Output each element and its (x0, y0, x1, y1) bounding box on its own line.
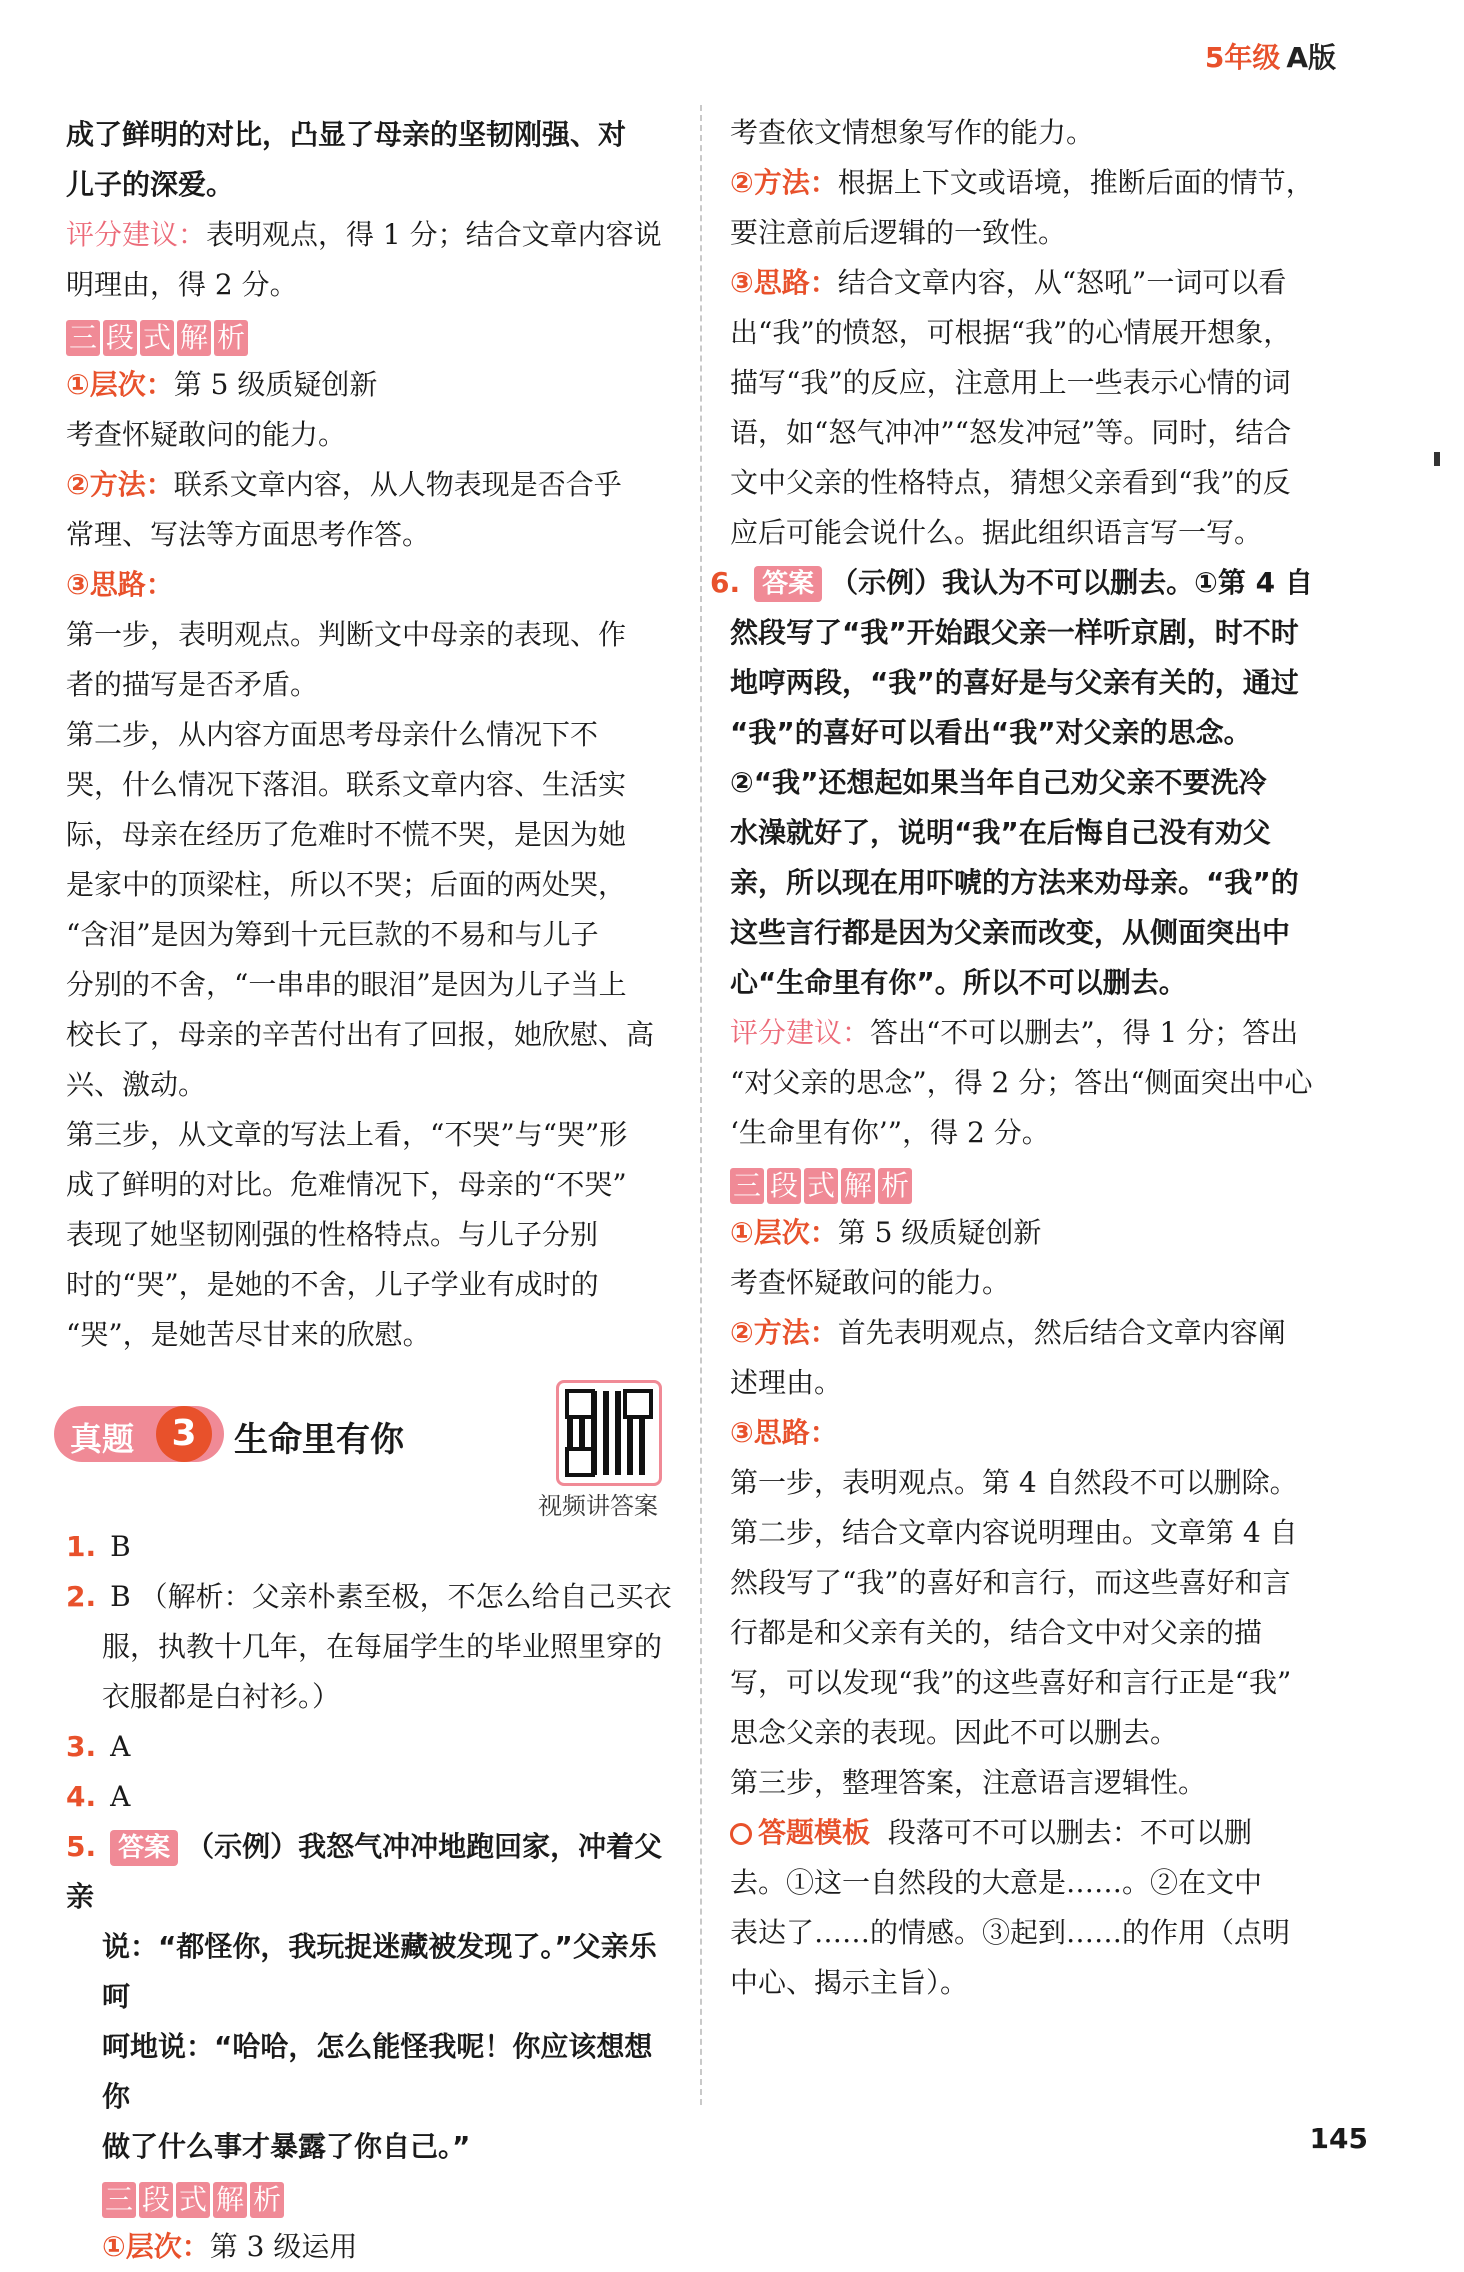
q6-answer-cont: “我”的喜好可以看出“我”对父亲的思念。 (730, 716, 1252, 749)
sanduan-analysis-tag: 三 段 式 解 析 (102, 2182, 287, 2218)
edition-label: A版 (1286, 41, 1336, 74)
step3-line: “哭”，是她苦尽甘来的欣慰。 (66, 1318, 431, 1351)
zhenti-badge (54, 1406, 224, 1462)
step2-line: 然段写了“我”的喜好和言行，而这些喜好和言 (730, 1566, 1291, 1599)
idea-label: ③思路： (66, 568, 174, 601)
margin-mark (1434, 452, 1440, 466)
q6-answer-cont: 这些言行都是因为父亲而改变，从侧面突出中 (730, 916, 1291, 949)
step2-line: 际，母亲在经历了危难时不慌不哭，是因为她 (66, 818, 627, 851)
template-label: 答题模板 (730, 1816, 870, 1849)
template-line: 答题模板 段落可不可以删去：不可以删 (730, 1808, 1370, 1858)
method-line-cont: 常理、写法等方面思考作答。 (66, 518, 431, 551)
step2-line: 哭，什么情况下落泪。联系文章内容、生活实 (66, 768, 627, 801)
page-header (1205, 36, 1336, 76)
step1-line: 第一步，表明观点。第 4 自然段不可以删除。 (730, 1466, 1298, 1499)
answer-item-cont: 衣服都是白衬衫。） (102, 1680, 341, 1713)
step2-line: 分别的不舍，“一串串的眼泪”是因为儿子当上 (66, 968, 627, 1001)
method2-line-cont: 述理由。 (730, 1366, 843, 1399)
q6-answer-cont: 亲，所以现在用吓唬的方法来劝母亲。“我”的 (730, 866, 1299, 899)
template-line-cont: 去。①这一自然段的大意是……。②在文中 (730, 1866, 1263, 1899)
template-line-cont: 中心、揭示主旨）。 (730, 1966, 969, 1999)
q6-answer-cont: ②“我”还想起如果当年自己劝父亲不要洗冷 (730, 766, 1267, 799)
qr-code-icon[interactable] (556, 1380, 662, 1486)
answer-item-cont: 服，执教十几年，在每届学生的毕业照里穿的 (102, 1630, 663, 1663)
continued-text: 儿子的深爱。 (66, 168, 235, 201)
left-column (66, 110, 676, 2272)
score-label: 评分建议： (66, 218, 207, 251)
zhenti-label: 真题 (70, 1420, 135, 1458)
level-line: ①层次：第 5 级质疑创新 (66, 368, 378, 401)
top-line: 考查依文情想象写作的能力。 (730, 116, 1095, 149)
idea-line-cont: 语，如“怒气冲冲”“怒发冲冠”等。同时，结合 (730, 416, 1292, 449)
step1-line: 者的描写是否矛盾。 (66, 668, 319, 701)
column-divider (700, 105, 702, 2105)
zhenti-heading (66, 1382, 676, 1520)
step3-line: 时的“哭”，是她的不舍，儿子学业有成时的 (66, 1268, 599, 1301)
method2-line: ②方法：首先表明观点，然后结合文章内容阐 (730, 1316, 1286, 1349)
zhenti-number: 3 (156, 1406, 212, 1462)
level-line: ①层次：第 5 级质疑创新 (730, 1216, 1042, 1249)
q5-answer-cont: 做了什么事才暴露了你自己。” (102, 2130, 471, 2163)
step2-line: 写，可以发现“我”的这些喜好和言行正是“我” (730, 1666, 1292, 1699)
answer-item: 3. A (66, 1730, 131, 1763)
q5-answer-cont: 说：“都怪你，我玩捉迷藏被发现了。”父亲乐呵 (102, 1930, 657, 2013)
zhenti-title: 生命里有你 (234, 1420, 404, 1460)
step2-line: 行都是和父亲有关的，结合文中对父亲的描 (730, 1616, 1263, 1649)
step3-line: 第三步，整理答案，注意语言逻辑性。 (730, 1766, 1207, 1799)
step3-line: 成了鲜明的对比。危难情况下，母亲的“不哭” (66, 1168, 627, 1201)
level-sub: 考查怀疑敢问的能力。 (66, 418, 347, 451)
grade-label: 5年级 (1204, 41, 1281, 74)
right-column (710, 108, 1370, 2008)
step1-line: 第一步，表明观点。判断文中母亲的表现、作 (66, 618, 627, 651)
answer-item: 4. A (66, 1780, 131, 1813)
sanduan-analysis-tag: 三 段 式 解 析 (730, 1168, 915, 1204)
step2-line: 第二步，从内容方面思考母亲什么情况下不 (66, 718, 599, 751)
answer-badge: 答案 (754, 566, 822, 602)
qr-caption: 视频讲答案 (538, 1492, 658, 1520)
step2-line: 兴、激动。 (66, 1068, 207, 1101)
template-line-cont: 表达了……的情感。③起到……的作用（点明 (730, 1916, 1291, 1949)
answer-item: 1. B (66, 1530, 131, 1563)
target-icon (730, 1823, 752, 1845)
method-line: ②方法：根据上下文或语境，推断后面的情节， (730, 166, 1314, 199)
step2-line: 思念父亲的表现。因此不可以删去。 (730, 1716, 1179, 1749)
idea-line-cont: 文中父亲的性格特点，猜想父亲看到“我”的反 (730, 466, 1291, 499)
idea-line-cont: 描写“我”的反应，注意用上一些表示心情的词 (730, 366, 1291, 399)
sanduan-analysis-tag: 三 段 式 解 析 (66, 320, 251, 356)
answer-badge: 答案 (110, 1830, 178, 1866)
q5-answer-cont: 呵地说：“哈哈，怎么能怪我呢！你应该想想你 (102, 2030, 653, 2113)
idea2-label: ③思路： (730, 1416, 838, 1449)
step2-line: 是家中的顶梁柱，所以不哭；后面的两处哭， (66, 868, 627, 901)
score-suggestion: 评分建议：答出“不可以删去”，得 1 分；答出 (730, 1016, 1299, 1049)
method-line: ②方法：联系文章内容，从人物表现是否合乎 (66, 468, 622, 501)
page-number: 145 (1309, 2122, 1368, 2155)
score-suggestion-cont: “对父亲的思念”，得 2 分；答出“侧面突出中心 (730, 1066, 1313, 1099)
idea-line: ③思路：结合文章内容，从“怒吼”一词可以看 (730, 266, 1287, 299)
score-suggestion-cont: ‘生命里有你’”，得 2 分。 (730, 1116, 1050, 1149)
q6-answer-cont: 水澡就好了，说明“我”在后悔自己没有劝父 (730, 816, 1271, 849)
idea-line-cont: 出“我”的愤怒，可根据“我”的心情展开想象， (730, 316, 1292, 349)
q5-level-line: ①层次：第 3 级运用 (102, 2230, 358, 2263)
step3-line: 第三步，从文章的写法上看，“不哭”与“哭”形 (66, 1118, 628, 1151)
step3-line: 表现了她坚韧刚强的性格特点。与儿子分别 (66, 1218, 599, 1251)
q6-answer-cont: 然段写了“我”开始跟父亲一样听京剧，时不时 (730, 616, 1299, 649)
level-sub: 考查怀疑敢问的能力。 (730, 1266, 1011, 1299)
step2-line: 第二步，结合文章内容说明理由。文章第 4 自 (730, 1516, 1298, 1549)
q6-answer: 6. 答案 （示例）我认为不可以删去。①第 4 自 (710, 558, 1370, 608)
step2-line: 校长了，母亲的辛苦付出有了回报，她欣慰、高 (66, 1018, 655, 1051)
score-suggestion: 评分建议：表明观点，得 1 分；结合文章内容说 (66, 218, 662, 251)
q6-answer-cont: 心“生命里有你”。所以不可以删去。 (730, 966, 1187, 999)
q6-answer-cont: 地哼两段，“我”的喜好是与父亲有关的，通过 (730, 666, 1299, 699)
idea-line-cont: 应后可能会说什么。据此组织语言写一写。 (730, 516, 1263, 549)
q5-answer: 5. 答案 （示例）我怒气冲冲地跑回家，冲着父亲 (66, 1830, 663, 1913)
answer-item: 2. B （解析：父亲朴素至极，不怎么给自己买衣 (66, 1580, 672, 1613)
method-line-cont: 要注意前后逻辑的一致性。 (730, 216, 1067, 249)
score-suggestion-cont: 明理由，得 2 分。 (66, 268, 298, 301)
step2-line: “含泪”是因为筹到十元巨款的不易和与儿子 (66, 918, 599, 951)
continued-text: 成了鲜明的对比，凸显了母亲的坚韧刚强、对 (66, 118, 627, 151)
